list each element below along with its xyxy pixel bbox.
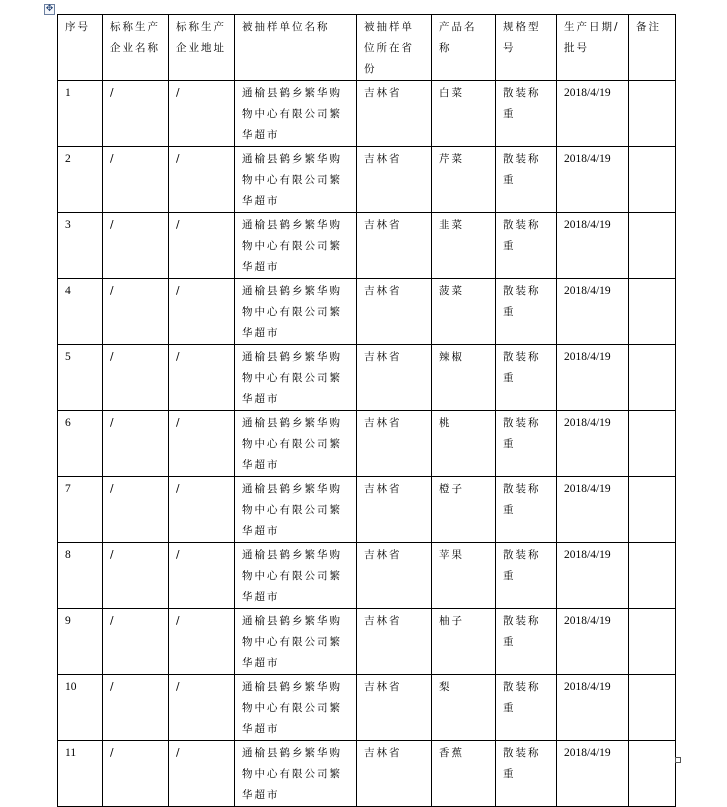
province-cell: 吉林省 (357, 477, 432, 543)
remarks-cell (629, 477, 676, 543)
product-name-cell: 桃 (432, 411, 496, 477)
product-name-cell: 橙子 (432, 477, 496, 543)
manufacturer-name-cell: / (103, 411, 169, 477)
manufacturer-name-cell: / (103, 477, 169, 543)
manufacturer-name-cell: / (103, 213, 169, 279)
table-row (58, 213, 676, 279)
sampled-unit-cell: 通榆县鹤乡繁华购物中心有限公司繁华超市 (235, 741, 357, 807)
sampled-unit-cell: 通榆县鹤乡繁华购物中心有限公司繁华超市 (235, 477, 357, 543)
production-date-cell: 2018/4/19 (557, 675, 629, 741)
row-number-cell: 6 (58, 411, 103, 477)
production-date-cell: 2018/4/19 (557, 345, 629, 411)
spec-cell: 散装称重 (496, 345, 557, 411)
production-date-cell: 2018/4/19 (557, 147, 629, 213)
product-name-cell: 柚子 (432, 609, 496, 675)
remarks-cell (629, 543, 676, 609)
table-row (58, 279, 676, 345)
remarks-cell (629, 279, 676, 345)
row-number-cell: 8 (58, 543, 103, 609)
table-row (58, 147, 676, 213)
manufacturer-address-cell: / (169, 147, 235, 213)
remarks-cell (629, 675, 676, 741)
spec-cell: 散装称重 (496, 477, 557, 543)
spec-cell: 散装称重 (496, 741, 557, 807)
manufacturer-name-cell: / (103, 741, 169, 807)
spec-cell: 散装称重 (496, 81, 557, 147)
sampled-unit-cell: 通榆县鹤乡繁华购物中心有限公司繁华超市 (235, 81, 357, 147)
sampled-unit-cell: 通榆县鹤乡繁华购物中心有限公司繁华超市 (235, 675, 357, 741)
manufacturer-address-cell: / (169, 609, 235, 675)
province-cell: 吉林省 (357, 345, 432, 411)
product-name-cell: 辣椒 (432, 345, 496, 411)
province-cell: 吉林省 (357, 81, 432, 147)
manufacturer-name-cell: / (103, 81, 169, 147)
province-cell: 吉林省 (357, 213, 432, 279)
spec-cell: 散装称重 (496, 279, 557, 345)
remarks-cell (629, 213, 676, 279)
header-cell: 被抽样单位所在省份 (357, 15, 432, 81)
header-cell: 产品名称 (432, 15, 496, 81)
manufacturer-address-cell: / (169, 543, 235, 609)
header-cell: 标称生产企业地址 (169, 15, 235, 81)
manufacturer-name-cell: / (103, 609, 169, 675)
province-cell: 吉林省 (357, 279, 432, 345)
product-name-cell: 香蕉 (432, 741, 496, 807)
header-cell: 规格型号 (496, 15, 557, 81)
spec-cell: 散装称重 (496, 147, 557, 213)
sampled-unit-cell: 通榆县鹤乡繁华购物中心有限公司繁华超市 (235, 543, 357, 609)
table-move-icon[interactable]: ✥ (45, 4, 54, 14)
manufacturer-name-cell: / (103, 543, 169, 609)
table-resize-icon[interactable] (675, 757, 681, 763)
manufacturer-address-cell: / (169, 81, 235, 147)
table-row (58, 345, 676, 411)
spec-cell: 散装称重 (496, 213, 557, 279)
production-date-cell: 2018/4/19 (557, 477, 629, 543)
production-date-cell: 2018/4/19 (557, 741, 629, 807)
sampled-unit-cell: 通榆县鹤乡繁华购物中心有限公司繁华超市 (235, 279, 357, 345)
header-cell: 序号 (58, 15, 103, 81)
manufacturer-address-cell: / (169, 279, 235, 345)
manufacturer-address-cell: / (169, 345, 235, 411)
remarks-cell (629, 411, 676, 477)
remarks-cell (629, 345, 676, 411)
row-number-cell: 9 (58, 609, 103, 675)
manufacturer-name-cell: / (103, 345, 169, 411)
province-cell: 吉林省 (357, 147, 432, 213)
manufacturer-name-cell: / (103, 279, 169, 345)
manufacturer-address-cell: / (169, 411, 235, 477)
remarks-cell (629, 147, 676, 213)
spec-cell: 散装称重 (496, 411, 557, 477)
product-name-cell: 韭菜 (432, 213, 496, 279)
product-name-cell: 菠菜 (432, 279, 496, 345)
remarks-cell (629, 609, 676, 675)
province-cell: 吉林省 (357, 411, 432, 477)
row-number-cell: 10 (58, 675, 103, 741)
manufacturer-address-cell: / (169, 741, 235, 807)
production-date-cell: 2018/4/19 (557, 279, 629, 345)
header-cell: 生产日期/批号 (557, 15, 629, 81)
product-name-cell: 白菜 (432, 81, 496, 147)
inspection-table (57, 14, 676, 807)
manufacturer-name-cell: / (103, 147, 169, 213)
row-number-cell: 5 (58, 345, 103, 411)
row-number-cell: 1 (58, 81, 103, 147)
province-cell: 吉林省 (357, 543, 432, 609)
province-cell: 吉林省 (357, 609, 432, 675)
sampled-unit-cell: 通榆县鹤乡繁华购物中心有限公司繁华超市 (235, 345, 357, 411)
spec-cell: 散装称重 (496, 675, 557, 741)
table-header-row (58, 15, 676, 81)
production-date-cell: 2018/4/19 (557, 411, 629, 477)
sampled-unit-cell: 通榆县鹤乡繁华购物中心有限公司繁华超市 (235, 411, 357, 477)
remarks-cell (629, 741, 676, 807)
sampled-unit-cell: 通榆县鹤乡繁华购物中心有限公司繁华超市 (235, 213, 357, 279)
manufacturer-name-cell: / (103, 675, 169, 741)
header-cell: 标称生产企业名称 (103, 15, 169, 81)
header-cell: 被抽样单位名称 (235, 15, 357, 81)
header-cell: 备注 (629, 15, 676, 81)
table-row (58, 675, 676, 741)
manufacturer-address-cell: / (169, 213, 235, 279)
production-date-cell: 2018/4/19 (557, 543, 629, 609)
product-name-cell: 梨 (432, 675, 496, 741)
manufacturer-address-cell: / (169, 477, 235, 543)
row-number-cell: 7 (58, 477, 103, 543)
row-number-cell: 4 (58, 279, 103, 345)
remarks-cell (629, 81, 676, 147)
table-row (58, 81, 676, 147)
row-number-cell: 2 (58, 147, 103, 213)
product-name-cell: 芹菜 (432, 147, 496, 213)
production-date-cell: 2018/4/19 (557, 609, 629, 675)
table-row (58, 477, 676, 543)
sampled-unit-cell: 通榆县鹤乡繁华购物中心有限公司繁华超市 (235, 147, 357, 213)
manufacturer-address-cell: / (169, 675, 235, 741)
spec-cell: 散装称重 (496, 543, 557, 609)
table-row (58, 543, 676, 609)
production-date-cell: 2018/4/19 (557, 213, 629, 279)
sampled-unit-cell: 通榆县鹤乡繁华购物中心有限公司繁华超市 (235, 609, 357, 675)
row-number-cell: 3 (58, 213, 103, 279)
row-number-cell: 11 (58, 741, 103, 807)
production-date-cell: 2018/4/19 (557, 81, 629, 147)
table-row (58, 741, 676, 807)
table-row (58, 609, 676, 675)
province-cell: 吉林省 (357, 675, 432, 741)
spec-cell: 散装称重 (496, 609, 557, 675)
table-row (58, 411, 676, 477)
province-cell: 吉林省 (357, 741, 432, 807)
product-name-cell: 苹果 (432, 543, 496, 609)
